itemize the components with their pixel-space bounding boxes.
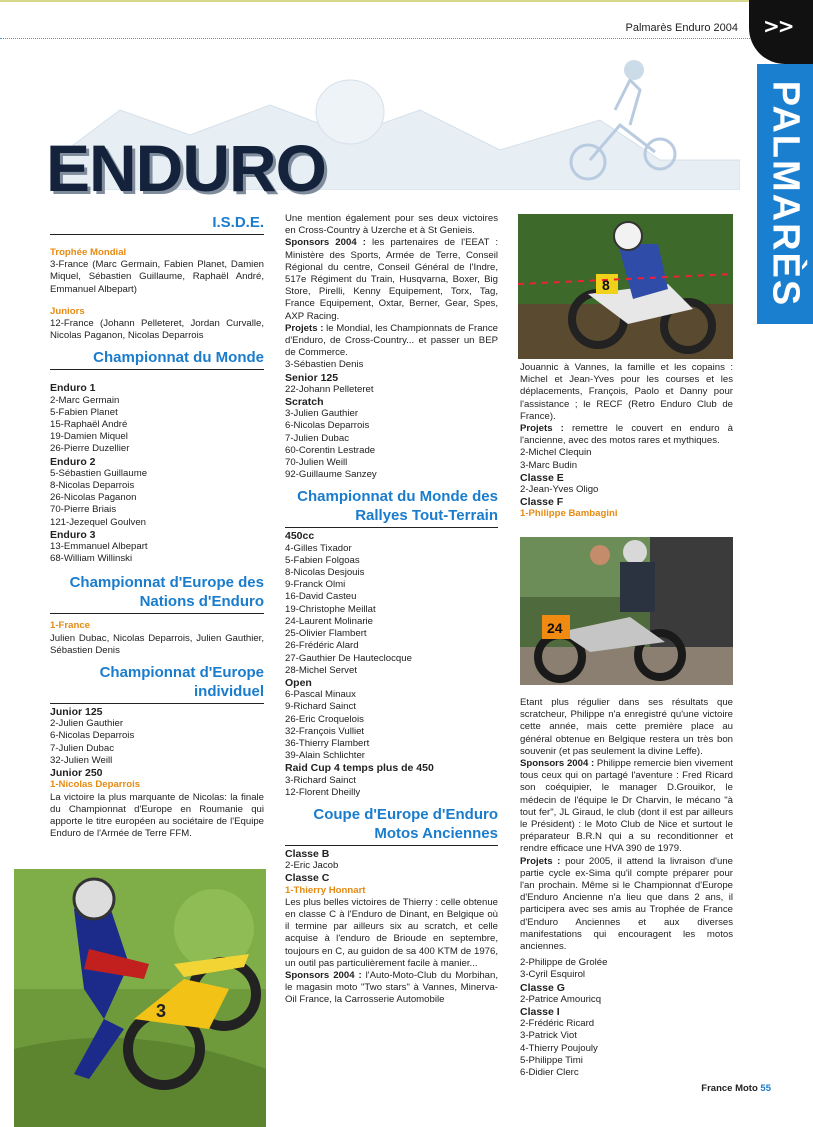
page-number: 55 bbox=[760, 1083, 771, 1094]
list-item: 6-Pascal Minaux bbox=[285, 689, 356, 701]
list-item: 26-Pierre Duzellier bbox=[50, 443, 130, 455]
projets2-label: Projets : bbox=[520, 855, 561, 867]
double-chevron-icon: >> bbox=[763, 14, 793, 38]
list-item: 8-Nicolas Deparrois bbox=[50, 480, 135, 492]
list-item: 16-David Casteu bbox=[285, 591, 357, 603]
classec-winner: 1-Thierry Honnart bbox=[285, 884, 366, 896]
photo-rider-jump bbox=[14, 869, 266, 1127]
sponsors-text: les partenaires de l'EEAT : Ministère des Sports, Armée de Terre, Conseil Régional du centre, Conseil Général de l'Indre, 517e Régiment du Train, Husqvarna, Boxer, Big Store, Pirelli, Kenny Equipement, Torx, Tag, France Equipement, Oxtar, Berner, Gear, Spes, AXP Racing. bbox=[285, 237, 498, 322]
senior-label: Senior 125 bbox=[285, 371, 339, 384]
list-item: 7-Julien Dubac bbox=[285, 432, 349, 444]
list-item: 27-Gauthier De Hauteclocque bbox=[285, 652, 412, 664]
list-item: 28-Michel Servet bbox=[285, 664, 357, 676]
list-item: 2-Philippe de Grolée bbox=[520, 957, 608, 969]
coupe-heading-line2: Motos Anciennes bbox=[285, 824, 498, 846]
list-item: 3-Julien Gauthier bbox=[285, 408, 359, 420]
classeb-label: Classe B bbox=[285, 847, 330, 860]
scratch-label: Scratch bbox=[285, 396, 324, 409]
list-item: 3-Marc Budin bbox=[520, 459, 578, 471]
list-item: 22-Johann Pelleteret bbox=[285, 383, 374, 395]
list-item: 2-Michel Clequin bbox=[520, 447, 592, 459]
nations-label: 1-France bbox=[50, 620, 90, 632]
open-label: Open bbox=[285, 676, 312, 689]
list-item: 2-Eric Jacob bbox=[285, 860, 339, 872]
raid-label: Raid Cup 4 temps plus de 450 bbox=[285, 762, 434, 775]
list-item: 5-Sébastien Guillaume bbox=[50, 467, 148, 479]
classee-label: Classe E bbox=[520, 471, 564, 484]
enduro2-label: Enduro 2 bbox=[50, 455, 96, 468]
list-item: 12-Florent Dheilly bbox=[285, 786, 361, 798]
list-item: 92-Guillaume Sanzey bbox=[285, 469, 377, 481]
list-item: 9-Richard Sainct bbox=[285, 701, 356, 713]
magazine-name: France Moto bbox=[701, 1083, 758, 1094]
list-item: 5-Philippe Timi bbox=[520, 1054, 583, 1066]
list-item: 5-Fabien Planet bbox=[50, 406, 118, 418]
sponsors-text: Philippe remercie bien vivement tous ceux qui on partagé l'aventure : Fred Ricard son coéquipier, le manager D.Grouikor, le médecin de l'équipe le Dr Charvin, le mécano "à tout fer", JL Giraud, le club (dont il est par ailleurs le Président) : le Moto Club de Nice et surtout le préparateur B.R.N qui a su reconditionner et rendre efficace une HVA 390 de 1979. bbox=[520, 758, 733, 855]
sponsors-label: Sponsors 2004 : bbox=[520, 758, 595, 770]
list-item: 26-Nicolas Paganon bbox=[50, 492, 137, 504]
list-item: 19-Damien Miquel bbox=[50, 431, 128, 443]
list-item: 4-Gilles Tixador bbox=[285, 542, 352, 554]
classec-text: Les plus belles victoires de Thierry : celle obtenue en classe C à l'Enduro de Dinant, en Belgique où il termine par ailleurs six au scratch, et celle acquise à l'enduro de Brioude en septembre, toujours en C, au guidon de sa 400 KTM de 1976, un outil pas particulièrement facile à manier... bbox=[285, 896, 498, 969]
list-item: 36-Thierry Flambert bbox=[285, 737, 370, 749]
trophee-text: 3-France (Marc Germain, Fabien Planet, Damien Miquel, Sébastien Guillaume, Raphaël André, Emmanuel Albepart) bbox=[50, 259, 264, 295]
list-item: 2-Frédéric Ricard bbox=[520, 1018, 595, 1030]
classef-text: Etant plus régulier dans ses résultats que scratcheur, Philippe n'a enregistré qu'une victoire cette année, mais cette première place au général obtenue en Belgique restera un très bon souvenir (et pas seulement la divine Leffe). bbox=[520, 697, 733, 757]
monde-heading: Championnat du Monde bbox=[50, 348, 264, 370]
juniors-label: Juniors bbox=[50, 305, 85, 317]
page-footer bbox=[701, 1083, 771, 1094]
list-item: 8-Nicolas Desjouis bbox=[285, 567, 365, 579]
isde-heading: I.S.D.E. bbox=[50, 213, 264, 235]
sponsors2-label: Sponsors 2004 : bbox=[285, 969, 362, 981]
col2-intro: Une mention également pour ses deux victoires en Cross-Country à Uzerche et à St Genieis. bbox=[285, 213, 498, 237]
indiv-heading-line2: individuel bbox=[50, 682, 264, 704]
sponsors-label: Sponsors 2004 : bbox=[285, 237, 366, 249]
list-item: 2-Julien Gauthier bbox=[50, 718, 124, 730]
classeg-label: Classe G bbox=[520, 981, 565, 994]
list-item: 32-Julien Weill bbox=[50, 754, 113, 766]
list-item: 6-Nicolas Deparrois bbox=[50, 730, 135, 742]
list-item: 3-Cyril Esquirol bbox=[520, 969, 586, 981]
classef-label: Classe F bbox=[520, 496, 564, 509]
column-1 bbox=[50, 213, 264, 840]
classec-label: Classe C bbox=[285, 872, 330, 885]
list-item: 3-Patrick Viot bbox=[520, 1030, 577, 1042]
projets-label: Projets : bbox=[285, 322, 324, 334]
indiv-heading-line1: Championnat d'Europe bbox=[99, 664, 264, 682]
classei-label: Classe I bbox=[520, 1006, 560, 1019]
projets-label: Projets : bbox=[520, 423, 564, 435]
list-item: 9-Franck Olmi bbox=[285, 579, 346, 591]
sponsors2-text: l'Auto-Moto-Club du Morbihan, le magasin moto "Two stars" à Vannes, Minerva-Oil France, la Carrosserie Automobile bbox=[285, 969, 498, 1006]
classef-winner: 1-Philippe Bambagini bbox=[520, 508, 618, 520]
list-item: 39-Alain Schlichter bbox=[285, 750, 365, 762]
coupe-heading-line1: Coupe d'Europe d'Enduro bbox=[313, 805, 498, 823]
list-item: 26-Frédéric Alard bbox=[285, 640, 359, 652]
list-item: 68-William Willinski bbox=[50, 553, 133, 565]
c450-label: 450cc bbox=[285, 530, 315, 543]
list-item: 19-Christophe Meillat bbox=[285, 603, 376, 615]
photo-number: 24 bbox=[547, 620, 563, 636]
column-2 bbox=[285, 213, 498, 1007]
list-item: 121-Jezequel Goulven bbox=[50, 516, 147, 528]
column-3-bottom bbox=[520, 697, 733, 1079]
nations-heading-line2: Nations d'Enduro bbox=[50, 592, 264, 614]
next-arrow-tab[interactable] bbox=[749, 0, 813, 64]
list-item: 6-Didier Clerc bbox=[520, 1067, 579, 1079]
list-item: 13-Emmanuel Albepart bbox=[50, 541, 148, 553]
rallyes-heading-line1: Championnat du Monde des bbox=[297, 488, 498, 506]
list-item: 6-Nicolas Deparrois bbox=[285, 420, 370, 432]
nations-heading-line1: Championnat d'Europe des bbox=[69, 574, 264, 592]
projets2-text: pour 2005, il attend la livraison d'une partie cycle ex-Sima qu'il compte préparer pour l'an prochain. Même si le Championnat d'Europe d'Enduro Ancienne n'a lieu que dans 2 ans, il participera avec ses amis au Trophée de France d'Enduro Anciennes et aux diverses manifestations qui encouragent les motos anciennes. bbox=[520, 855, 734, 953]
list-item: 25-Olivier Flambert bbox=[285, 628, 367, 640]
list-item: 7-Julien Dubac bbox=[50, 742, 114, 754]
list-item: 2-Jean-Yves Oligo bbox=[520, 484, 599, 496]
list-item: 24-Laurent Molinarie bbox=[285, 615, 373, 627]
list-item: 2-Patrice Amouricq bbox=[520, 993, 602, 1005]
list-item: 15-Raphaël André bbox=[50, 419, 128, 431]
list-item: 3-Sébastien Denis bbox=[285, 359, 364, 371]
list-item: 5-Fabien Folgoas bbox=[285, 554, 360, 566]
list-item: 70-Julien Weill bbox=[285, 457, 348, 469]
enduro1-label: Enduro 1 bbox=[50, 382, 96, 395]
top-border bbox=[0, 0, 813, 2]
list-item: 60-Corentin Lestrade bbox=[285, 444, 376, 456]
rallyes-heading-line2: Rallyes Tout-Terrain bbox=[285, 506, 498, 528]
trophee-label: Trophée Mondial bbox=[50, 247, 127, 258]
list-item: 4-Thierry Poujouly bbox=[520, 1042, 598, 1054]
j250-winner: 1-Nicolas Deparrois bbox=[50, 779, 141, 791]
list-item: 32-François Vulliet bbox=[285, 725, 365, 737]
list-item: 26-Eric Croquelois bbox=[285, 713, 364, 725]
list-item: 2-Marc Germain bbox=[50, 394, 120, 406]
nations-text: Julien Dubac, Nicolas Deparrois, Julien Gauthier, Sébastien Denis bbox=[50, 632, 264, 656]
juniors-text: 12-France (Johann Pelleteret, Jordan Curvalle, Nicolas Paganon, Nicolas Deparrois bbox=[50, 318, 264, 342]
j125-label: Junior 125 bbox=[50, 706, 103, 719]
enduro3-label: Enduro 3 bbox=[50, 528, 96, 541]
running-title: Palmarès Enduro 2004 bbox=[625, 22, 738, 34]
photo-rider-top bbox=[518, 214, 733, 359]
column-3-top bbox=[520, 362, 733, 521]
side-tab-label: PALMARÈS bbox=[764, 80, 807, 308]
list-item: 70-Pierre Briais bbox=[50, 504, 117, 516]
j250-text: La victoire la plus marquante de Nicolas: la finale du Championnat d'Europe en Roumanie qui apporte le titre européen au sociétaire de l'Equipe Enduro de l'Armée de Terre FFM. bbox=[50, 791, 264, 840]
projets-text: le Mondial, les Championnats de France d'Enduro, de Cross-Country... et passer un BEP de Commerce. bbox=[285, 322, 498, 359]
projets-text: remettre le couvert en enduro à l'ancienne, avec des motos rares et mythiques. bbox=[520, 423, 733, 447]
page-title: ENDURO bbox=[46, 131, 327, 205]
list-item: 3-Richard Sainct bbox=[285, 774, 356, 786]
col3-intro: Jouannic à Vannes, la famille et les copains : Michel et Jean-Yves pour les courses et les déplacements, François, Paolo et Danny pour l'assistance ; le RECF (Retro Enduro Club de France). bbox=[520, 362, 733, 422]
photo-number: 8 bbox=[602, 277, 610, 293]
photo-bike-paddock bbox=[520, 537, 733, 685]
header-dotted-rule bbox=[0, 38, 750, 39]
photo-number: 3 bbox=[156, 1001, 167, 1021]
j250-label: Junior 250 bbox=[50, 767, 103, 780]
